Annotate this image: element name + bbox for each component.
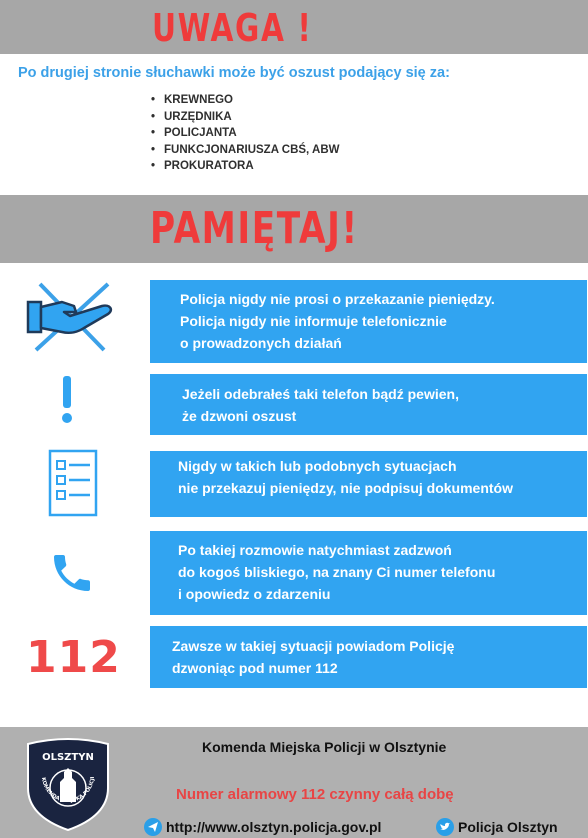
tip-card-5: [150, 626, 587, 688]
emergency-number: 112: [26, 632, 121, 683]
list-item: • PROKURATORA: [148, 158, 339, 175]
tip-line: nie przekazuj pieniędzy, nie podpisuj dokumentów: [178, 480, 514, 496]
tip-line: Jeżeli odebrałeś taki telefon bądź pewien,: [182, 386, 459, 402]
list-item: • URZĘDNIKA: [148, 109, 339, 126]
tip-card-1: [150, 280, 587, 363]
no-money-hand-icon: [26, 280, 122, 354]
twitter-link[interactable]: [436, 818, 558, 836]
badge-top-text: OLSZTYN: [42, 752, 94, 763]
website-url[interactable]: http://www.olsztyn.policja.gov.pl: [166, 819, 382, 835]
tip-card-3: [150, 451, 587, 517]
footer-alarm-text: Numer alarmowy 112 czynny całą dobę: [176, 786, 454, 803]
tip-line: że dzwoni oszust: [182, 408, 297, 424]
tip-line: Nigdy w takich lub podobnych sytuacjach: [178, 458, 457, 474]
tip-line: Zawsze w takiej sytuacji powiadom Policję: [172, 638, 455, 654]
police-badge-logo: [22, 736, 114, 832]
list-item: • POLICJANTA: [148, 125, 339, 142]
headline-uwaga: UWAGA !: [152, 6, 313, 50]
checklist-icon: [48, 449, 100, 517]
footer-title: Komenda Miejska Policji w Olsztynie: [202, 739, 447, 755]
tip-line: Policja nigdy nie informuje telefonicznie: [180, 313, 447, 329]
tip-card-4: [150, 531, 587, 615]
list-item: • KREWNEGO: [148, 92, 339, 109]
twitter-icon: [436, 818, 454, 836]
list-item: • FUNKCJONARIUSZA CBŚ, ABW: [148, 142, 339, 159]
tip-line: do kogoś bliskiego, na znany Ci numer telefonu: [178, 564, 496, 580]
website-link[interactable]: [144, 818, 381, 836]
phone-icon: [48, 549, 96, 597]
headline-pamietaj: PAMIĘTAJ!: [150, 203, 359, 254]
tip-line: o prowadzonych działań: [180, 335, 342, 351]
intro-text: Po drugiej stronie słuchawki może być oszust podający się za:: [18, 65, 450, 81]
twitter-handle[interactable]: Policja Olsztyn: [458, 819, 558, 835]
telegram-icon: [144, 818, 162, 836]
badge-ring-text: KOMENDA MIEJSKA POLICJI: [39, 776, 97, 805]
tip-line: Policja nigdy nie prosi o przekazanie pieniędzy.: [180, 291, 495, 307]
tip-line: i opowiedz o zdarzeniu: [178, 586, 331, 602]
tip-line: Po takiej rozmowie natychmiast zadzwoń: [178, 542, 452, 558]
impostor-list: [148, 92, 339, 175]
exclamation-icon: [58, 376, 76, 424]
tip-line: dzwoniąc pod numer 112: [172, 660, 338, 676]
tip-card-2: [150, 374, 587, 435]
